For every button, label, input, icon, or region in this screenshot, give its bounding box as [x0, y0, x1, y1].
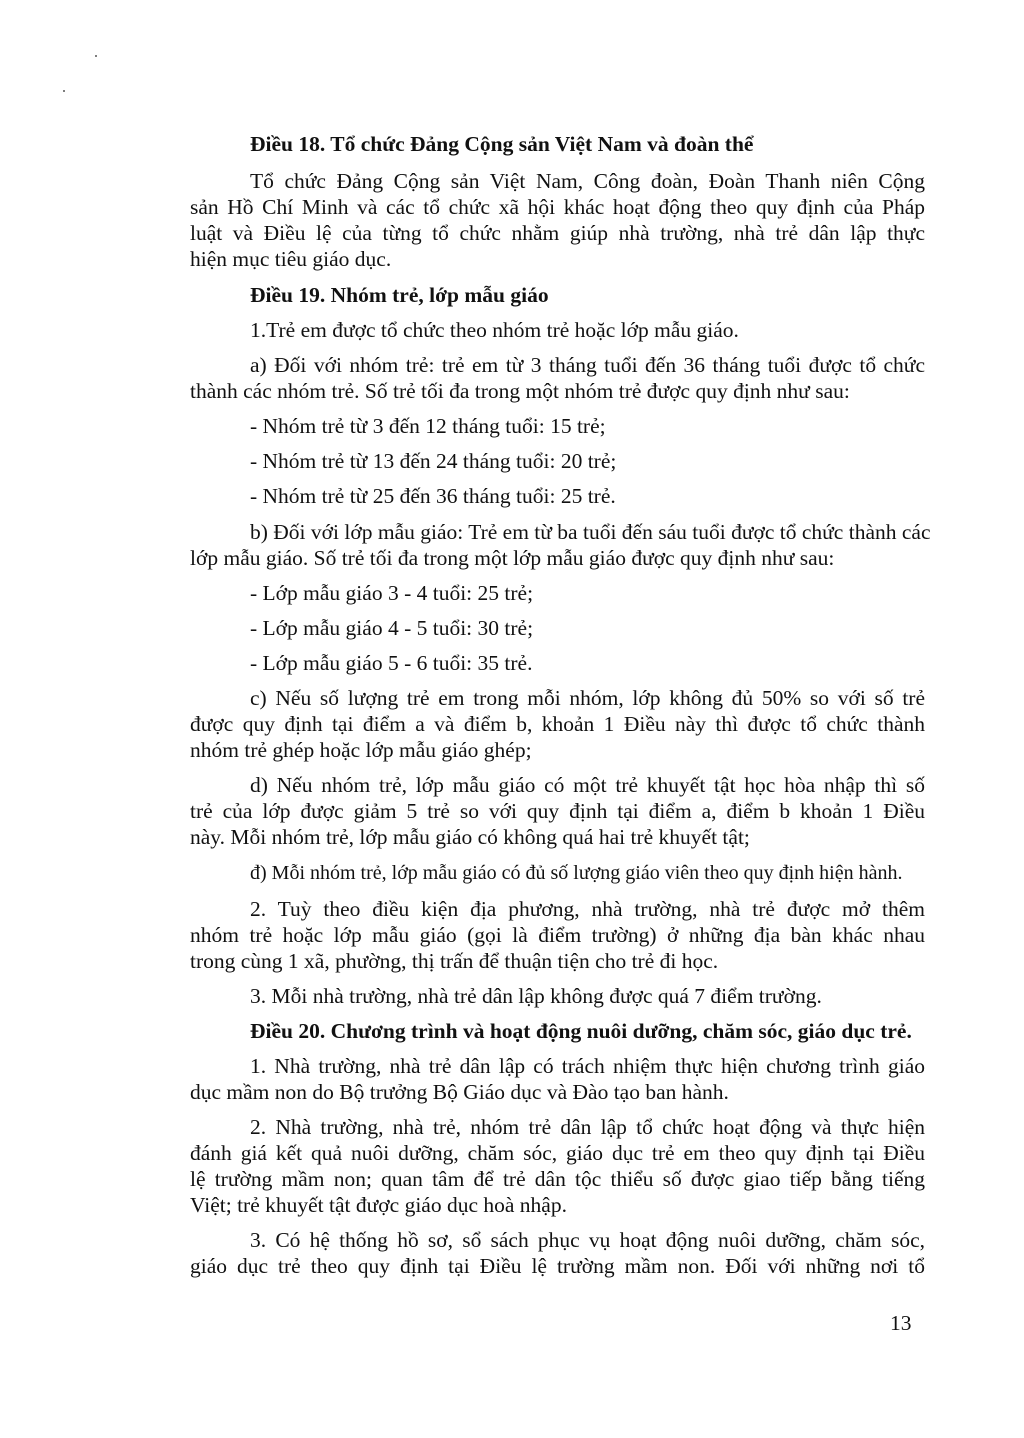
article-20-item-1: dục mầm non do Bộ trưởng Bộ Giáo dục và Đào tạo ban hành.: [190, 1080, 729, 1104]
article-20-item-2: đánh giá kết quả nuôi dưỡng, chăm sóc, giáo dục trẻ em theo quy định tại Điều: [190, 1141, 925, 1165]
article-20-item-2: lệ trường mầm non; quan tâm để trẻ dân tộc thiểu số được giao tiếp bằng tiếng: [190, 1167, 925, 1191]
article-19-point-a: a) Đối với nhóm trẻ: trẻ em từ 3 tháng tuổi đến 36 tháng tuổi được tổ chức: [250, 353, 925, 377]
article-19-b-item: - Lớp mẫu giáo 5 - 6 tuổi: 35 trẻ.: [250, 651, 533, 675]
article-19-a-item: - Nhóm trẻ từ 13 đến 24 tháng tuổi: 20 trẻ;: [250, 449, 617, 473]
article-18-line: sản Hồ Chí Minh và các tổ chức xã hội khác hoạt động theo quy định của Pháp: [190, 195, 925, 219]
article-19-b-item: - Lớp mẫu giáo 3 - 4 tuổi: 25 trẻ;: [250, 581, 534, 605]
article-19-b-item: - Lớp mẫu giáo 4 - 5 tuổi: 30 trẻ;: [250, 616, 534, 640]
scan-speck: [95, 55, 97, 57]
article-19-point-dd: đ) Mỗi nhóm trẻ, lớp mẫu giáo có đủ số lượng giáo viên theo quy định hiện hành.: [250, 862, 903, 884]
article-19-point-c: được quy định tại điểm a và điểm b, khoản 1 Điều này thì được tổ chức thành: [190, 712, 925, 736]
article-19-item-1: 1.Trẻ em được tổ chức theo nhóm trẻ hoặc lớp mẫu giáo.: [250, 318, 739, 342]
article-20-item-3: 3. Có hệ thống hồ sơ, sổ sách phục vụ hoạt động nuôi dưỡng, chăm sóc,: [250, 1228, 925, 1252]
article-18-line: luật và Điều lệ của từng tổ chức nhằm giúp nhà trường, nhà trẻ dân lập thực: [190, 221, 925, 245]
article-19-point-d: d) Nếu nhóm trẻ, lớp mẫu giáo có một trẻ khuyết tật học hòa nhập thì số: [250, 773, 925, 797]
article-19-item-2: 2. Tuỳ theo điều kiện địa phương, nhà trường, nhà trẻ được mở thêm: [250, 897, 925, 921]
article-20-item-1: 1. Nhà trường, nhà trẻ dân lập có trách nhiệm thực hiện chương trình giáo: [250, 1054, 925, 1078]
article-19-point-c: nhóm trẻ ghép hoặc lớp mẫu giáo ghép;: [190, 738, 532, 762]
article-18-line: hiện mục tiêu giáo dục.: [190, 247, 392, 271]
article-19-point-d: này. Mỗi nhóm trẻ, lớp mẫu giáo có không quá hai trẻ khuyết tật;: [190, 825, 750, 849]
article-19-item-3: 3. Mỗi nhà trường, nhà trẻ dân lập không được quá 7 điểm trường.: [250, 984, 822, 1008]
article-20-item-3: giáo dục trẻ theo quy định tại Điều lệ trường mầm non. Đối với những nơi tổ: [190, 1254, 925, 1278]
article-19-item-2: trong cùng 1 xã, phường, thị trấn để thuận tiện cho trẻ đi học.: [190, 949, 719, 973]
page-number: 13: [890, 1311, 912, 1335]
scan-speck: [63, 90, 65, 92]
article-19-a-item: - Nhóm trẻ từ 3 đến 12 tháng tuổi: 15 trẻ;: [250, 414, 606, 438]
article-19-point-b: lớp mẫu giáo. Số trẻ tối đa trong một lớp mẫu giáo được quy định như sau:: [190, 546, 835, 570]
article-20-heading: Điều 20. Chương trình và hoạt động nuôi dưỡng, chăm sóc, giáo dục trẻ.: [250, 1019, 912, 1043]
article-20-item-2: 2. Nhà trường, nhà trẻ, nhóm trẻ dân lập tổ chức hoạt động và thực hiện: [250, 1115, 925, 1139]
article-19-point-a: thành các nhóm trẻ. Số trẻ tối đa trong một nhóm trẻ được quy định như sau:: [190, 379, 850, 403]
article-19-item-2: nhóm trẻ hoặc lớp mẫu giáo (gọi là điểm trường) ở những địa bàn khác nhau: [190, 923, 925, 947]
article-19-point-d: trẻ của lớp được giảm 5 trẻ so với quy định tại điểm a, điểm b khoản 1 Điều: [190, 799, 925, 823]
article-19-point-c: c) Nếu số lượng trẻ em trong mỗi nhóm, lớp không đủ 50% so với số trẻ: [250, 686, 925, 710]
article-18-heading: Điều 18. Tổ chức Đảng Cộng sản Việt Nam và đoàn thể: [250, 132, 754, 156]
article-19-heading: Điều 19. Nhóm trẻ, lớp mẫu giáo: [250, 283, 549, 307]
article-19-point-b: b) Đối với lớp mẫu giáo: Trẻ em từ ba tuổi đến sáu tuổi được tổ chức thành các: [250, 520, 931, 544]
article-19-a-item: - Nhóm trẻ từ 25 đến 36 tháng tuổi: 25 trẻ.: [250, 484, 616, 508]
article-18-line: Tổ chức Đảng Cộng sản Việt Nam, Công đoàn, Đoàn Thanh niên Cộng: [250, 169, 925, 193]
article-20-item-2: Việt; trẻ khuyết tật được giáo dục hoà nhập.: [190, 1193, 567, 1217]
